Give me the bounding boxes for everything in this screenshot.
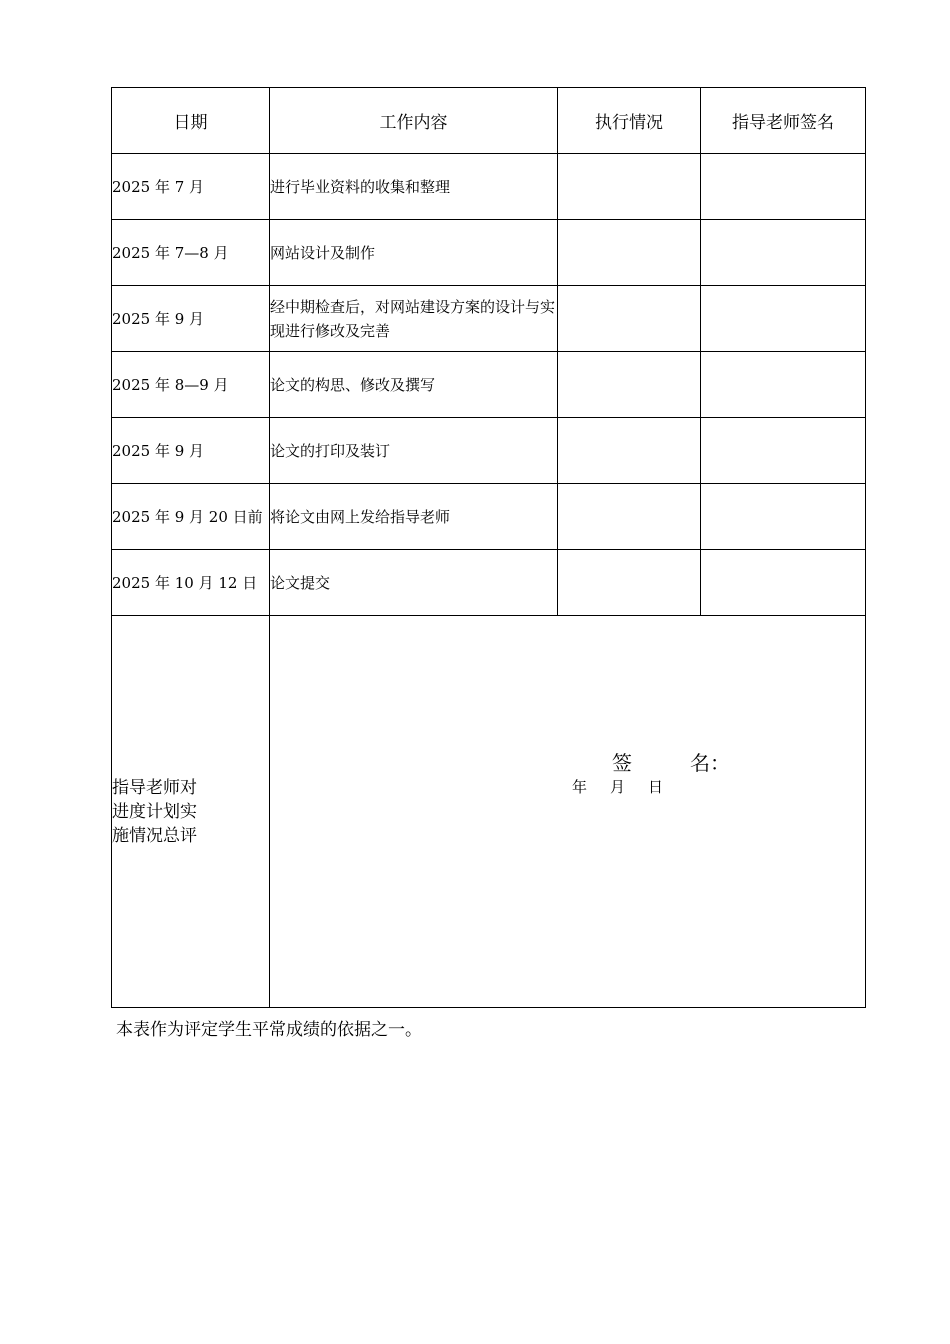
row-work-content: 进行毕业资料的收集和整理 [270, 154, 558, 220]
row-date: 2025 年 9 月 20 日前 [112, 484, 270, 550]
row-date: 2025 年 8—9 月 [112, 352, 270, 418]
row-signature-cell [701, 154, 866, 220]
date-year-label: 年 [572, 778, 588, 796]
header-work-content: 工作内容 [270, 88, 558, 154]
row-signature-cell [701, 550, 866, 616]
footer-note: 本表作为评定学生平常成绩的依据之一。 [116, 1020, 422, 1040]
table-row [112, 154, 866, 220]
row-execution-status-cell [558, 352, 701, 418]
row-work-content: 论文的打印及装订 [270, 418, 558, 484]
table-row [112, 352, 866, 418]
table-header-row [112, 88, 866, 154]
summary-label: 指导老师对 进度计划实 施情况总评 [112, 616, 270, 1008]
signature-line [612, 747, 730, 776]
signature-label-char1: 签 [612, 751, 632, 775]
header-execution-status: 执行情况 [558, 88, 701, 154]
row-execution-status-cell [558, 418, 701, 484]
summary-row [112, 616, 866, 1008]
row-date: 2025 年 7—8 月 [112, 220, 270, 286]
row-work-content: 论文的构思、修改及撰写 [270, 352, 558, 418]
row-date: 2025 年 10 月 12 日 [112, 550, 270, 616]
row-execution-status-cell [558, 220, 701, 286]
row-work-content: 网站设计及制作 [270, 220, 558, 286]
signature-label-char2: 名： [690, 751, 730, 775]
row-execution-status-cell [558, 550, 701, 616]
row-date: 2025 年 9 月 [112, 286, 270, 352]
table-row [112, 220, 866, 286]
header-date: 日期 [112, 88, 270, 154]
row-work-content: 将论文由网上发给指导老师 [270, 484, 558, 550]
row-work-content: 经中期检查后，对网站建设方案的设计与实现进行修改及完善 [270, 286, 558, 352]
row-execution-status-cell [558, 286, 701, 352]
table-row [112, 286, 866, 352]
progress-plan-table [111, 87, 866, 1008]
row-signature-cell [701, 418, 866, 484]
row-work-content: 论文提交 [270, 550, 558, 616]
date-month-label: 月 [610, 778, 626, 796]
summary-comment-area [270, 616, 866, 1008]
row-signature-cell [701, 220, 866, 286]
row-signature-cell [701, 352, 866, 418]
row-execution-status-cell [558, 484, 701, 550]
table-row [112, 418, 866, 484]
row-execution-status-cell [558, 154, 701, 220]
header-advisor-signature: 指导老师签名 [701, 88, 866, 154]
row-date: 2025 年 7 月 [112, 154, 270, 220]
date-day-label: 日 [648, 778, 664, 796]
table-row [112, 484, 866, 550]
row-signature-cell [701, 484, 866, 550]
row-signature-cell [701, 286, 866, 352]
date-line [572, 776, 686, 797]
row-date: 2025 年 9 月 [112, 418, 270, 484]
table-row [112, 550, 866, 616]
